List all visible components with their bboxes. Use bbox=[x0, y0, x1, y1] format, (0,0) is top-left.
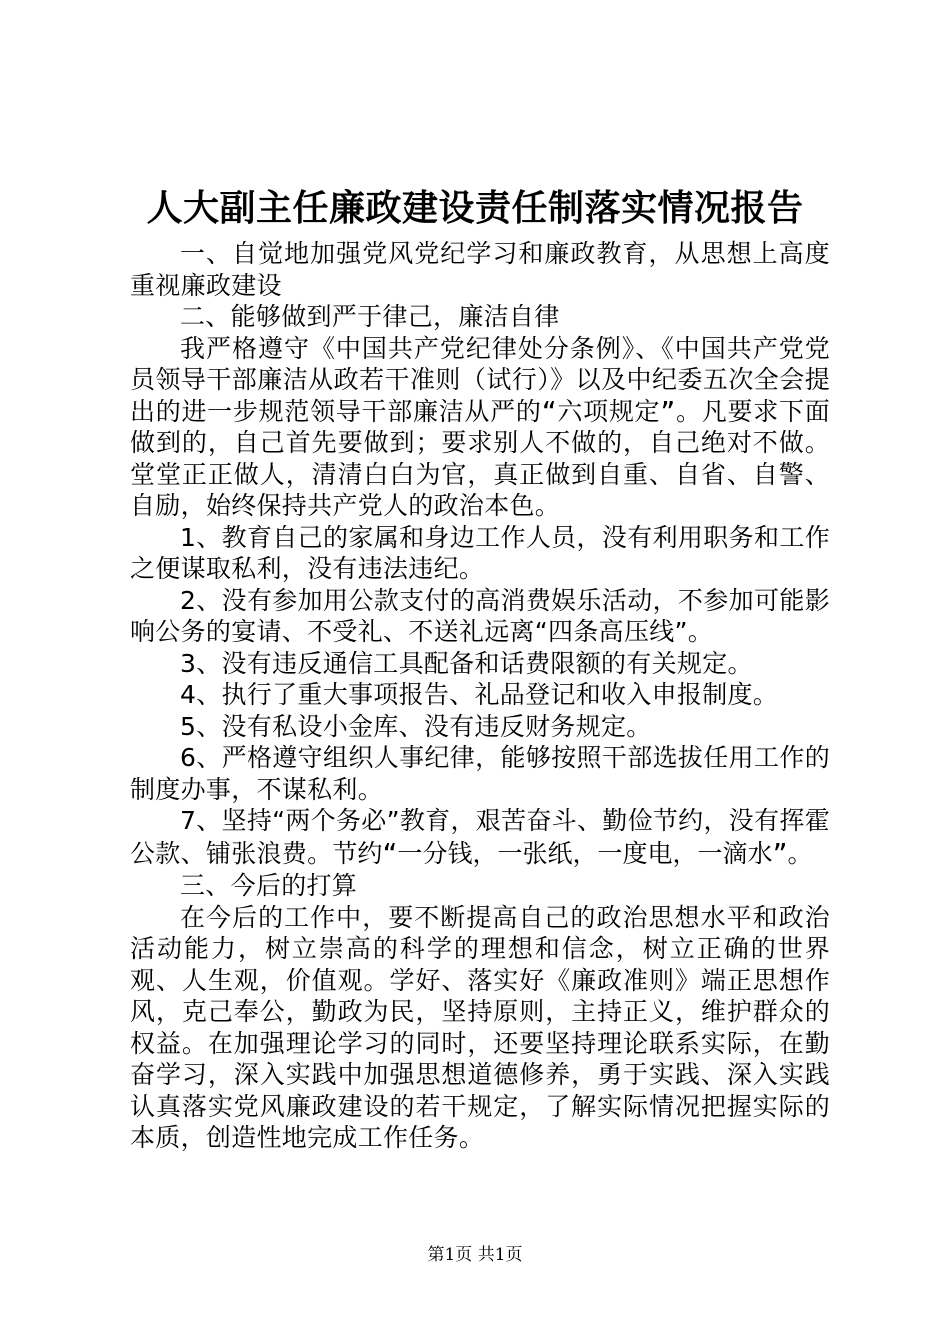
paragraph-future-plan: 在今后的工作中，要不断提高自己的政治思想水平和政治活动能力，树立崇高的科学的理想和信念，树立正确的世界观、人生观，价值观。学好、落实好《廉政准则》端正思想作风，克己奉公，勤政为民，坚持原则，主持正义，维护群众的权益。在加强理论学习的同时，还要坚持理论联系实际，在勤奋学习，深入实践中加强思想道德修养，勇于实践、深入实践认真落实党风廉政建设的若干规定，了解实际情况把握实际的本质，创造性地完成工作任务。 bbox=[130, 902, 830, 1152]
page-footer: 第1页 共1页 bbox=[427, 1245, 523, 1265]
list-item-6: 6、严格遵守组织人事纪律，能够按照干部选拔任用工作的制度办事，不谋私利。 bbox=[130, 743, 830, 804]
list-item-7-main: 7、坚持“两个务必”教育，艰苦奋斗、勤俭节约，没有挥霍公款、铺张浪费。 bbox=[130, 806, 830, 868]
list-item-4: 4、执行了重大事项报告、礼品登记和收入申报制度。 bbox=[180, 680, 779, 709]
list-item-3: 3、没有违反通信工具配备和话费限额的有关规定。 bbox=[180, 648, 753, 678]
list-item-7-tail: 节约“一分钱，一张纸，一度电，一滴水”。 bbox=[332, 838, 813, 868]
list-item-1: 1、教育自己的家属和身边工作人员，没有利用职务和工作之便谋取私利，没有违法违纪。 bbox=[130, 522, 830, 583]
list-item-5: 5、没有私设小金库、没有违反财务规定。 bbox=[180, 711, 652, 741]
section-heading-2: 二、能够做到严于律己，廉洁自律 bbox=[180, 302, 560, 331]
document-body bbox=[130, 238, 830, 1154]
list-item-7 bbox=[130, 805, 830, 870]
section-heading-1: 一、自觉地加强党风党纪学习和廉政教育，从思想上高度重视廉政建设 bbox=[130, 239, 830, 300]
section-heading-3: 三、今后的打算 bbox=[180, 871, 358, 900]
paragraph-compliance: 我严格遵守《中国共产党纪律处分条例》、《中国共产党党员领导干部廉洁从政若干准则（试行）》以及中纪委五次全会提出的进一步规范领导干部廉洁从严的“六项规定”。凡要求下面做到的，自己首先要做到；要求别人不做的，自己绝对不做。堂堂正正做人，清清白白为官，真正做到自重、自省、自警、自励，始终保持共产党人的政治本色。 bbox=[130, 333, 830, 520]
document-title: 人大副主任廉政建设责任制落实情况报告 bbox=[146, 187, 804, 229]
list-item-2: 2、没有参加用公款支付的高消费娱乐活动，不参加可能影响公务的宴请、不受礼、不送礼远离“四条高压线”。 bbox=[130, 585, 830, 646]
